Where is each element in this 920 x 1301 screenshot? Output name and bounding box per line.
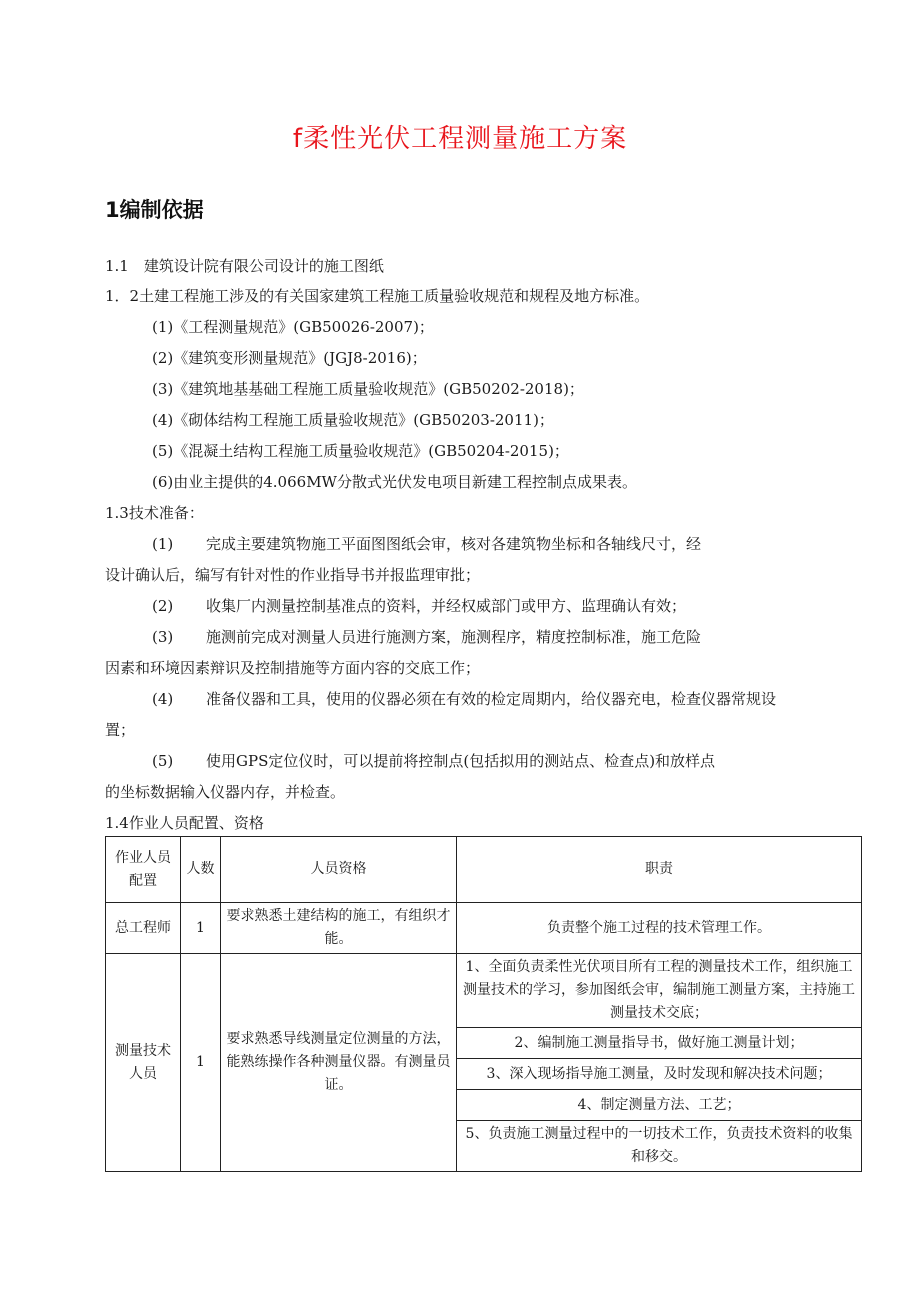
cell-count: 1	[181, 903, 221, 954]
header-role: 作业人员配置	[106, 837, 181, 903]
cell-duty: 2、编制施工测量指导书，做好施工测量计划；	[457, 1028, 862, 1059]
cell-qualification: 要求熟悉导线测量定位测量的方法，能熟练操作各种测量仪器。有测量员证。	[221, 954, 457, 1172]
table-header-row	[106, 837, 862, 903]
tech-prep-continuation: 设计确认后，编写有针对性的作业指导书并报监理审批；	[105, 566, 481, 584]
tech-prep-item	[152, 627, 701, 647]
item-number: (4)	[152, 690, 174, 708]
tech-prep-continuation: 因素和环境因素辩识及控制措施等方面内容的交底工作；	[105, 659, 481, 677]
header-qualification: 人员资格	[221, 837, 457, 903]
standard-item: (3)《建筑地基基础工程施工质量验收规范》(GB50202-2018)；	[152, 380, 584, 398]
cell-qualification: 要求熟悉土建结构的施工，有组织才能。	[221, 903, 457, 954]
cell-role: 总工程师	[106, 903, 181, 954]
item-number: (3)	[152, 628, 174, 646]
cell-count: 1	[181, 954, 221, 1172]
item-number: (2)	[152, 597, 174, 615]
tech-prep-item	[152, 751, 715, 771]
cell-duty: 负责整个施工过程的技术管理工作。	[457, 903, 862, 954]
tech-prep-item	[152, 596, 686, 616]
cell-duty: 1、全面负责柔性光伏项目所有工程的测量技术工作，组织施工测量技术的学习，参加图纸会审，编制施工测量方案，主持施工测量技术交底；	[457, 954, 862, 1028]
header-count: 人数	[181, 837, 221, 903]
table-row	[106, 903, 862, 954]
standard-item: (6)由业主提供的4.066MW分散式光伏发电项目新建工程控制点成果表。	[152, 473, 637, 491]
section-heading: 1编制依据	[105, 198, 204, 222]
item-text: 施测前完成对测量人员进行施测方案，施测程序，精度控制标准，施工危险	[206, 628, 702, 646]
staff-table	[105, 836, 862, 1172]
header-duty: 职责	[457, 837, 862, 903]
cell-duty: 4、制定测量方法、工艺；	[457, 1090, 862, 1121]
standard-item: (1)《工程测量规范》(GB50026-2007)；	[152, 318, 434, 336]
item-1-1: 1.1 建筑设计院有限公司设计的施工图纸	[105, 257, 384, 275]
tech-prep-item	[152, 534, 701, 554]
cell-duty: 3、深入现场指导施工测量，及时发现和解决技术问题；	[457, 1059, 862, 1090]
item-number: (5)	[152, 752, 174, 770]
tech-prep-continuation: 置；	[105, 721, 136, 739]
document-title: f柔性光伏工程测量施工方案	[292, 124, 628, 154]
standard-item: (4)《砌体结构工程施工质量验收规范》(GB50203-2011)；	[152, 411, 554, 429]
tech-prep-item	[152, 689, 776, 709]
item-text: 准备仪器和工具，使用的仪器必须在有效的检定周期内，给仪器充电，检查仪器常规设	[206, 690, 777, 708]
tech-prep-continuation: 的坐标数据输入仪器内存，并检查。	[105, 783, 346, 801]
item-text: 完成主要建筑物施工平面图图纸会审，核对各建筑物坐标和各轴线尺寸，经	[206, 535, 702, 553]
cell-duty: 5、负责施工测量过程中的一切技术工作，负责技术资料的收集和移交。	[457, 1121, 862, 1172]
cell-role: 测量技术人员	[106, 954, 181, 1172]
item-text: 使用GPS定位仪时，可以提前将控制点(包括拟用的测站点、检查点)和放样点	[206, 752, 716, 770]
item-1-2: 1．2土建工程施工涉及的有关国家建筑工程施工质量验收规范和规程及地方标准。	[105, 287, 650, 305]
item-1-3: 1.3技术准备：	[105, 504, 204, 522]
standard-item: (2)《建筑变形测量规范》(JGJ8-2016)；	[152, 349, 427, 367]
item-number: (1)	[152, 535, 174, 553]
table-row	[106, 954, 862, 1028]
item-1-4: 1.4作业人员配置、资格	[105, 814, 264, 832]
item-text: 收集厂内测量控制基准点的资料，并经权威部门或甲方、监理确认有效；	[206, 597, 687, 615]
standard-item: (5)《混凝土结构工程施工质量验收规范》(GB50204-2015)；	[152, 442, 569, 460]
